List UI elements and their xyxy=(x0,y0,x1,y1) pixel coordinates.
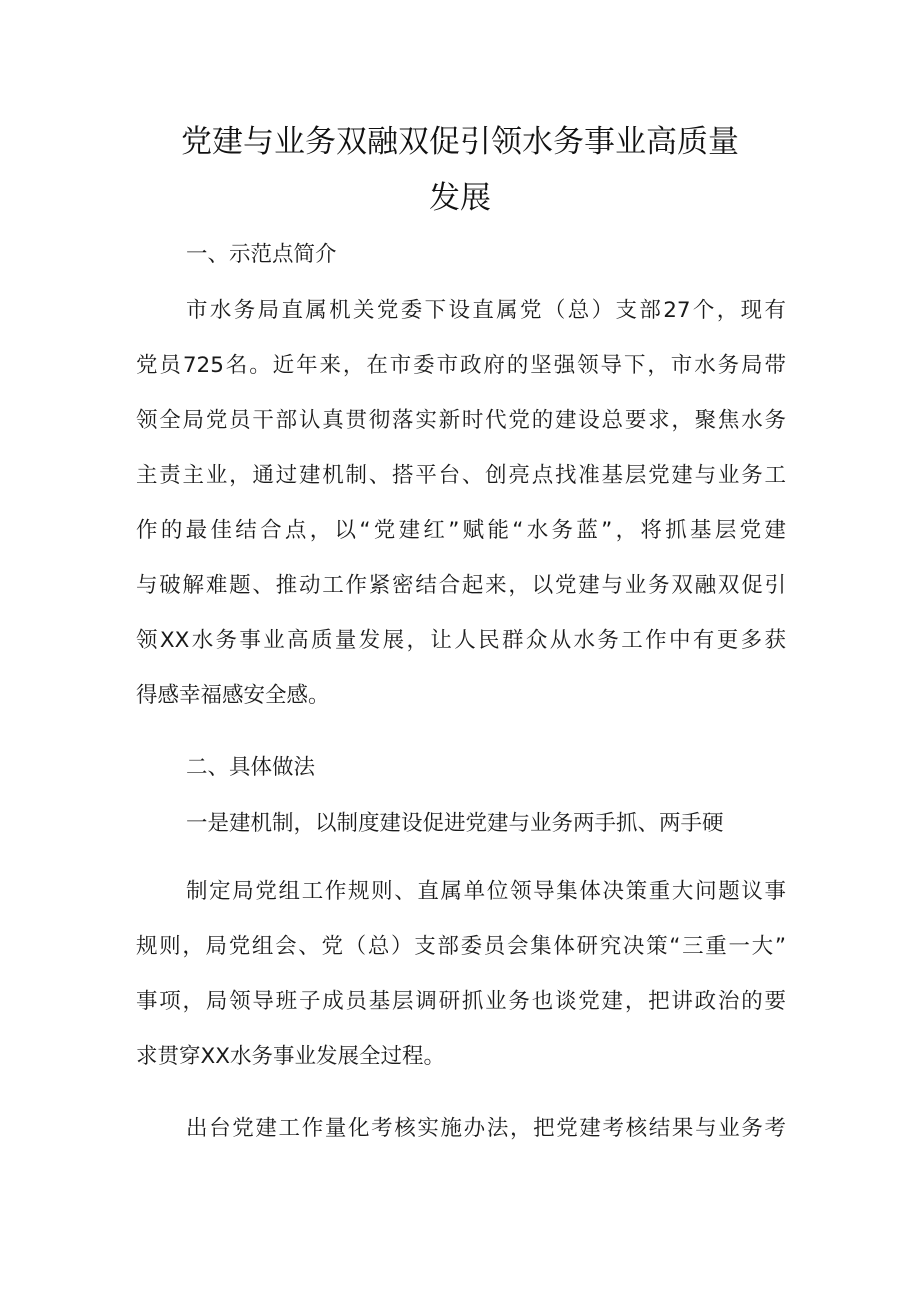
subheading-mechanism: 一是建机制，以制度建设促进党建与业务两手抓、两手硬 xyxy=(186,811,724,836)
paragraph-line: 领全局党员干部认真贯彻落实新时代党的建设总要求，聚焦水务 xyxy=(136,408,786,433)
paragraph-line: 作的最佳结合点，以“党建红”赋能“水务蓝”，将抓基层党建 xyxy=(136,518,786,543)
document-title-line-1: 党建与业务双融双促引领水务事业高质量 xyxy=(181,124,739,160)
paragraph-line: 主责主业，通过建机制、搭平台、创亮点找准基层党建与业务工 xyxy=(136,463,786,488)
paragraph-line: 党员725名。近年来，在市委市政府的坚强领导下，市水务局带 xyxy=(136,353,786,378)
paragraph-line: 出台党建工作量化考核实施办法，把党建考核结果与业务考 xyxy=(186,1116,786,1141)
paragraph-line: 制定局党组工作规则、直属单位领导集体决策重大问题议事 xyxy=(186,879,786,904)
section-heading-intro: 一、示范点简介 xyxy=(186,242,337,267)
paragraph-line: 与破解难题、推动工作紧密结合起来，以党建与业务双融双促引 xyxy=(136,573,786,598)
paragraph-line: 领XX水务事业高质量发展，让人民群众从水务工作中有更多获 xyxy=(136,628,786,653)
paragraph-line: 规则，局党组会、党（总）支部委员会集体研究决策“三重一大” xyxy=(136,934,786,959)
paragraph-line: 事项，局领导班子成员基层调研抓业务也谈党建，把讲政治的要 xyxy=(136,989,786,1014)
document-title-line-2: 发展 xyxy=(429,180,491,216)
paragraph-line: 市水务局直属机关党委下设直属党（总）支部27个，现有 xyxy=(186,298,786,323)
section-heading-practice: 二、具体做法 xyxy=(186,755,316,780)
paragraph-line: 求贯穿XX水务事业发展全过程。 xyxy=(136,1044,445,1069)
paragraph-line: 得感幸福感安全感。 xyxy=(136,683,330,708)
